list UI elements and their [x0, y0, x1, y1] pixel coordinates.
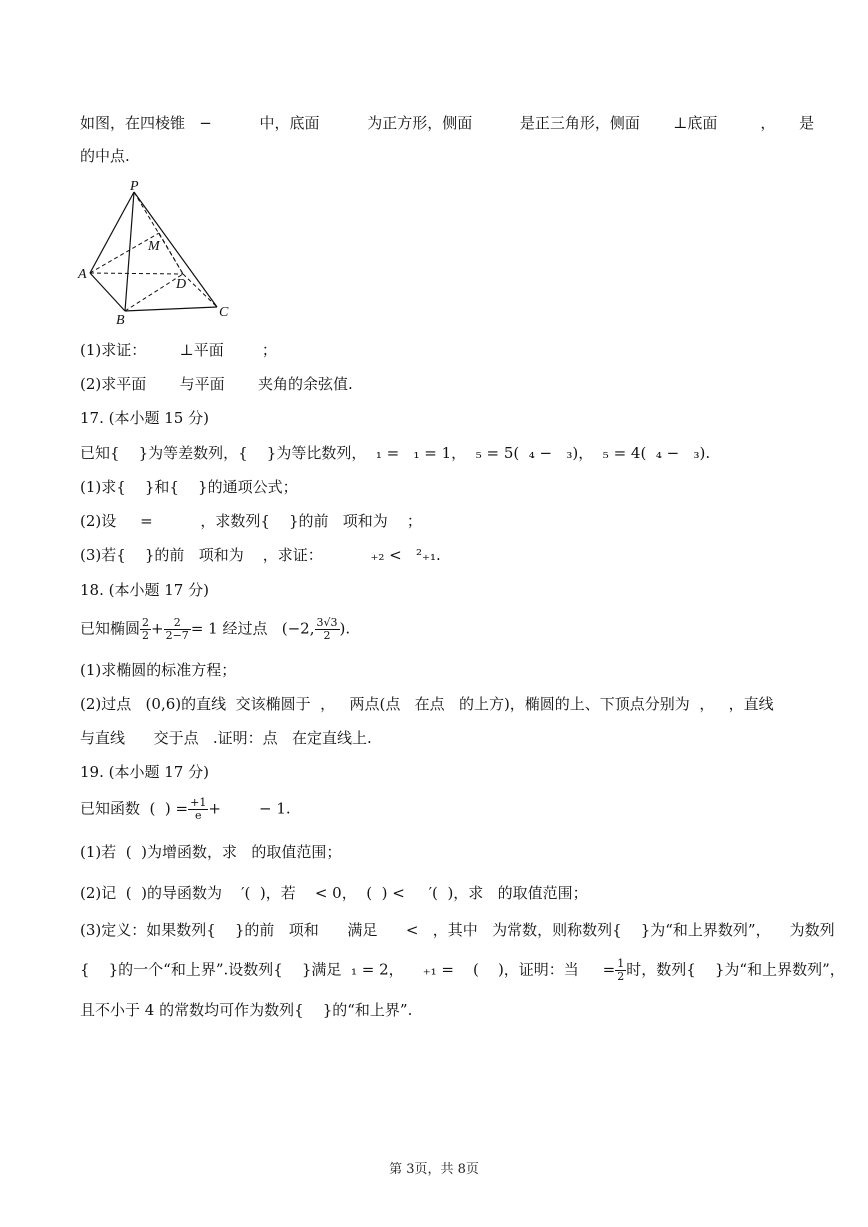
p18-header: 18. (本小题 17 分)	[80, 581, 209, 599]
p17-part3: (3)若{ }的前 项和为 ，求证： ₊₂ < ²₊₁.	[80, 546, 441, 564]
p17-line1: 已知{ }为等差数列，{ }为等比数列， ₁ = ₁ = 1， ₅ = 5( ₄ − ₃)， ₅ = 4( ₄ − ₃).	[80, 444, 711, 462]
label-p: P	[130, 179, 139, 194]
p17-part1: (1)求{ }和{ }的通项公式；	[80, 478, 298, 496]
p17-part2: (2)设 = ，求数列{ }的前 项和为 ；	[80, 512, 422, 530]
p18-part1: (1)求椭圆的标准方程；	[80, 661, 237, 679]
p19-part3b: { }的一个“和上界”.设数列{ }满足 ₁ = 2， ₊₁ = ( )，证明：当 = $\frac{1}{2}$ 时，数列{ }为“和上界数列”，	[80, 957, 845, 983]
fraction: $\frac{2}{2}$	[142, 616, 150, 642]
fraction: $\frac{1}{2}$	[617, 957, 625, 983]
fraction: $\frac{+1}{e}$	[190, 796, 207, 822]
page-footer: 第 3页，共 8页	[389, 1162, 479, 1177]
p19-line1: 已知函数 ( ) = $\frac{+1}{e}$ + − 1.	[80, 796, 291, 822]
p16-part1: (1)求证： ⊥平面 ；	[80, 341, 277, 359]
p16-line1: 如图，在四棱锥 − 中，底面 为正方形，侧面 是正三角形，侧面 ⊥底面 ， 是	[80, 114, 815, 132]
fraction: $\frac{3√3}{2}$	[316, 616, 338, 642]
p16-line2: 的中点.	[80, 147, 130, 165]
p18-part2a: (2)过点 (0,6)的直线 交该椭圆于 ， 两点(点 在点 的上方)，椭圆的上、下顶点分别为 ， ，直线	[80, 695, 774, 713]
label-d: D	[176, 277, 187, 292]
label-b: B	[116, 313, 125, 326]
label-a: A	[78, 267, 87, 282]
p19-header: 19. (本小题 17 分)	[80, 763, 209, 781]
fraction: $\frac{2}{2-7}$	[165, 616, 189, 642]
p19-part1: (1)若 ( )为增函数，求 的取值范围；	[80, 843, 342, 861]
p19-part2: (2)记 ( )的导函数为 ′( )，若 < 0， ( ) < ′( )，求 的取值范围；	[80, 884, 588, 902]
p19-part3a: (3)定义：如果数列{ }的前 项和 满足 < ，其中 为常数，则称数列{ }为“和上界数列”， 为数列	[80, 921, 835, 939]
p19-part3c: 且不小于 4 的常数均可作为数列{ }的“和上界”.	[80, 1001, 413, 1019]
label-m: M	[148, 239, 160, 254]
p17-header: 17. (本小题 15 分)	[80, 409, 209, 427]
p18-part2b: 与直线 交于点 .证明：点 在定直线上.	[80, 729, 372, 747]
p18-line1: 已知椭圆 $\frac{2}{2}$ + $\frac{2}{2-7}$ = 1 经过点 (−2, $\frac{3√3}{2}$ ).	[80, 616, 351, 642]
label-c: C	[219, 305, 229, 320]
p16-part2: (2)求平面 与平面 夹角的余弦值.	[80, 375, 353, 393]
pyramid-figure	[76, 178, 236, 326]
